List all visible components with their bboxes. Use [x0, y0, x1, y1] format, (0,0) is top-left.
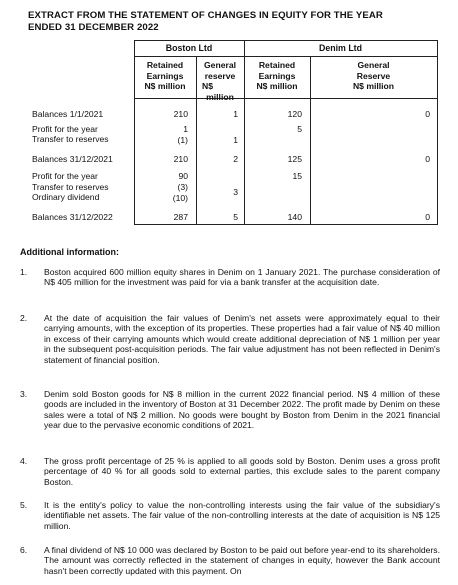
note-text: Denim sold Boston goods for N$ 8 million in the current 2022 financial period. N$ 4 million of these goods are included in the inventory of Boston at 31 December 2022. The profit made by Denim on these sales were a total of N$ 2 million. No goods were bought by Boston from Denim in the 2021 financial year due to the pervasive economic conditions of 2021. — [44, 389, 440, 431]
col-header-denim-retained — [244, 60, 310, 92]
table-cell: (3) — [177, 182, 188, 192]
table-cell: 5 — [297, 124, 302, 134]
row-label: Transfer to reserves — [32, 182, 109, 192]
table-top-border — [134, 40, 438, 41]
table-cell: 140 — [287, 212, 302, 222]
column-header-divider — [134, 98, 438, 99]
table-cell: (1) — [177, 135, 188, 145]
col-header-line: reserve — [204, 70, 236, 81]
row-label: Balances 1/1/2021 — [32, 109, 104, 119]
row-label: Transfer to reserves — [32, 134, 109, 144]
table-bottom-border — [134, 224, 438, 225]
row-label: Balances 31/12/2022 — [32, 212, 113, 222]
note-number: 6. — [20, 545, 28, 555]
table-cell: 1 — [233, 135, 238, 145]
note-item — [20, 500, 440, 534]
company-header-denim: Denim Ltd — [318, 43, 362, 53]
col-header-line: General — [203, 60, 236, 70]
title-line-1: EXTRACT FROM THE STATEMENT OF CHANGES IN EQUITY FOR THE YEAR — [28, 10, 383, 21]
note-text: The gross profit percentage of 25 % is applied to all goods sold by Boston. Denim uses a gross profit percentage of 40 % for all goods sold to external parties, this exclude sales to the parent company Boston. — [44, 456, 440, 487]
table-right-border — [437, 40, 438, 225]
col-header-line: million — [206, 91, 234, 102]
row-label: Balances 31/12/2021 — [32, 154, 113, 164]
note-number: 5. — [20, 500, 28, 510]
note-number: 4. — [20, 456, 28, 466]
note-item — [20, 545, 440, 579]
table-cell: 5 — [233, 212, 238, 222]
table-cell: 2 — [233, 154, 238, 164]
company-header-boston: Boston Ltd — [165, 43, 213, 53]
row-label: Profit for the year — [32, 124, 98, 134]
col-header-line: Retained — [146, 60, 184, 70]
table-cell: 125 — [287, 154, 302, 164]
table-cell: 0 — [425, 109, 430, 119]
note-item — [20, 313, 440, 369]
note-item — [20, 389, 440, 445]
table-cell: 210 — [173, 109, 188, 119]
col-header-line: Reserve — [356, 70, 391, 81]
note-item — [20, 456, 440, 490]
row-label: Profit for the year — [32, 171, 98, 181]
table-cell: 210 — [173, 154, 188, 164]
note-item — [20, 267, 440, 301]
company-header-divider — [134, 56, 438, 57]
col-header-line: N$ million — [256, 81, 298, 91]
note-text: A final dividend of N$ 10 000 was declared by Boston to be paid out before year-end to its shareholders. The amount was correctly reflected in the statement of changes in equity, however the Bank account hasn't been correctly updated with this payment. On — [44, 545, 440, 576]
table-cell: 120 — [287, 109, 302, 119]
table-cell: 287 — [173, 212, 188, 222]
additional-info-heading: Additional information: — [20, 247, 119, 257]
table-cell: 0 — [425, 212, 430, 222]
note-text: At the date of acquisition the fair values of Denim's net assets were approximately equal to their carrying amounts, with the exception of its properties. These properties had a fair value of N$ 40 million in excess of their carrying amounts which would create additional depreciation of N$ 1 million per year in the subsequent post-acquisition periods. The fair value adjustment has not been reflected in Denim's statement of financial position. — [44, 313, 440, 365]
col-header-boston-retained — [134, 60, 196, 92]
col-header-line: Earnings — [146, 70, 184, 81]
table-cell: 1 — [233, 109, 238, 119]
row-label: Ordinary dividend — [32, 192, 100, 202]
note-text: It is the entity's policy to value the non-controlling interests using the fair value of the subsidiary's identifiable net assets. The fair value of the non-controlling interests at the date of acquisition is N$ 125 million. — [44, 500, 440, 531]
table-cell: 15 — [292, 171, 302, 181]
document-title — [28, 10, 438, 34]
note-number: 2. — [20, 313, 28, 323]
table-cell: 1 — [183, 124, 188, 134]
note-text: Boston acquired 600 million equity shares in Denim on 1 January 2021. The purchase consideration of N$ 405 million for the investment was paid for via a bank transfer at the acquisition date. — [44, 267, 440, 288]
table-cell: 3 — [233, 187, 238, 197]
col-header-line: General — [357, 60, 390, 70]
col-header-boston-general — [196, 60, 244, 102]
col-header-line: Earnings — [258, 70, 296, 81]
title-line-2: ENDED 31 DECEMBER 2022 — [28, 22, 159, 33]
table-cell: 90 — [178, 171, 188, 181]
equity-table — [28, 40, 438, 230]
col-header-line: Retained — [258, 60, 296, 70]
col-header-denim-general — [310, 60, 437, 92]
table-cell: 0 — [425, 154, 430, 164]
note-number: 1. — [20, 267, 28, 277]
table-cell: (10) — [172, 193, 188, 203]
note-number: 3. — [20, 389, 28, 399]
col-header-line: N$ million — [352, 81, 395, 91]
col-header-line: N$ million — [144, 81, 186, 91]
col-header-line: N$ — [202, 81, 213, 91]
